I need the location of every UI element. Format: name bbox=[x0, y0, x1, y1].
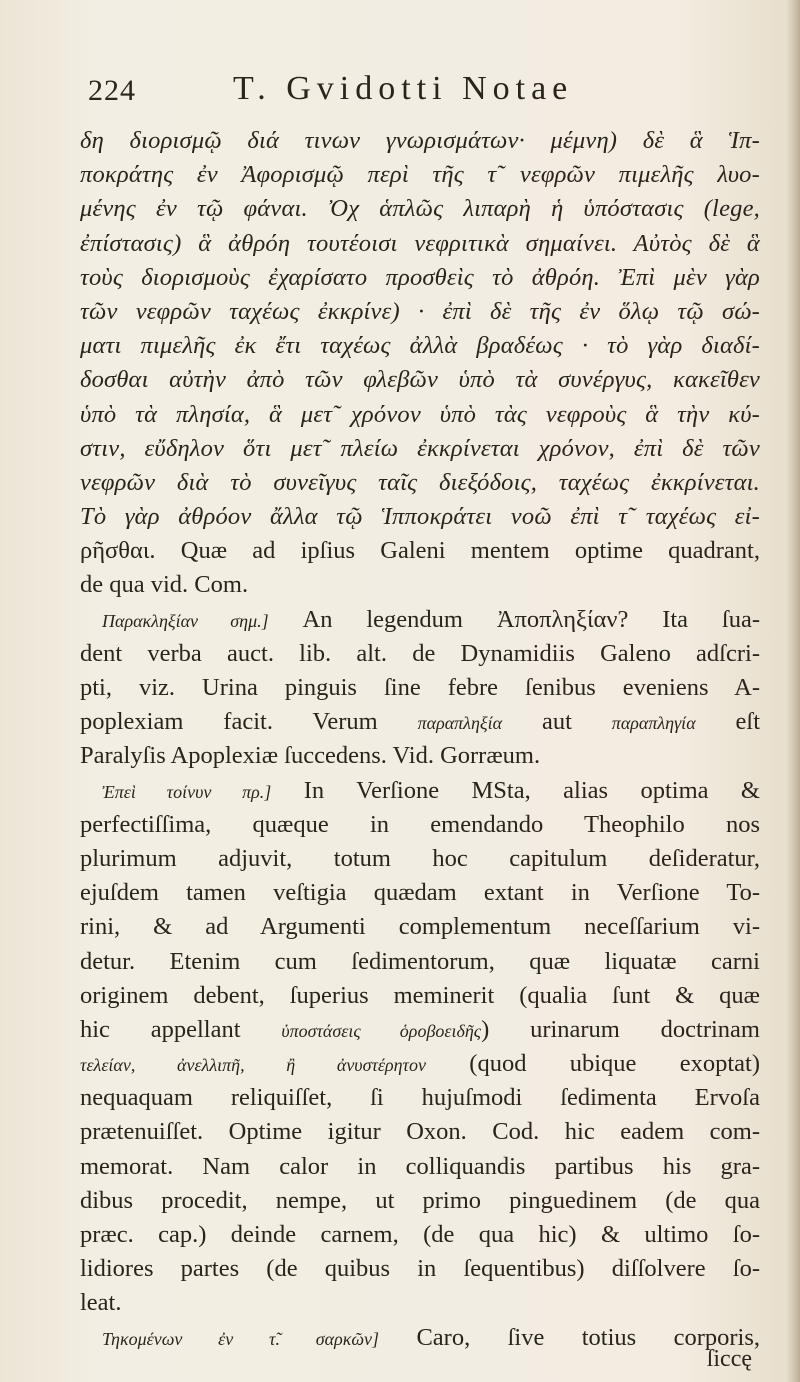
note-line: Paralyſis Apoplexiæ ſuccedens. Vid. Gorræum. bbox=[80, 742, 541, 770]
note-text: Caro, ſive totius corporis, bbox=[416, 1323, 761, 1351]
note-line bbox=[80, 705, 760, 739]
running-head: T. Gvidotti Notae bbox=[233, 70, 574, 107]
note-line: detur. Etenim cum ſedimentorum, quæ liquatæ carni bbox=[80, 947, 760, 975]
greek-term: παραπληγία bbox=[611, 713, 696, 734]
text-line: δη διορισμῷ διά τινων γνωρισμάτων· μέμνη) δὲ ἃ Ἱπ- bbox=[80, 127, 760, 154]
greek-term: τελείαν, ἀνελλιπῆ, ἢ ἀνυστέρητον bbox=[80, 1055, 426, 1076]
note-line: dibus procedit, nempe, ut primo pinguedinem (de qua bbox=[80, 1186, 760, 1214]
catchword: ſiccę bbox=[706, 1346, 752, 1372]
text-line: τῶν νεφρῶν ταχέως ἐκκρίνε) · ἐπὶ δὲ τῆς ἐν ὅλῳ τῷ σώ- bbox=[80, 297, 760, 325]
note-text: aut bbox=[541, 708, 572, 736]
text-line: τοὺς διορισμοὺς ἐχαρίσατο προσθεὶς τὸ ἀθρόη. Ἐπὶ μὲν γὰρ bbox=[80, 263, 760, 291]
note-line bbox=[80, 774, 760, 808]
note-line bbox=[80, 603, 760, 637]
note-line: ejuſdem tamen veſtigia quædam extant in Verſione To- bbox=[80, 879, 760, 907]
text-line: μένης ἐν τῷ φάναι. Ὀχ ἁπλῶς λιπαρὴ ἡ ὑπόστασις (lege, bbox=[80, 195, 760, 223]
greek-term: παραπληξία bbox=[417, 713, 503, 734]
note-lemma: Τηκομένων ἐν τ̃. σαρκῶν] bbox=[102, 1328, 380, 1349]
note-line: prætenuiſſet. Optime igitur Oxon. Cod. hic eadem com- bbox=[80, 1118, 760, 1146]
text-line: Τὸ γὰρ ἀθρόον ἄλλα τῷ Ἱπποκράτει νοῶ ἐπὶ τ̃ ταχέως εἰ- bbox=[80, 503, 760, 531]
note-line: dent verba auct. lib. alt. de Dynamidiis Galeno adſcri- bbox=[80, 639, 760, 667]
text-line: ρῆσθαι. Quæ ad ipſius Galeni mentem optime quadrant, bbox=[80, 537, 760, 565]
page-edge bbox=[786, 0, 800, 1382]
note-line bbox=[80, 1047, 760, 1081]
note-text: An legendum Ἀποπληξίαν? Ita ſua- bbox=[302, 605, 761, 633]
note-text: hic appellant bbox=[80, 1015, 241, 1043]
note-line: perfectiſſima, quæque in emendando Theophilo nos bbox=[80, 810, 760, 838]
note-text: urinarum doctrinam bbox=[530, 1015, 760, 1043]
note-line: pti, viz. Urina pinguis ſine febre ſenibus eveniens A- bbox=[80, 674, 760, 701]
note-text: poplexiam facit. Verum bbox=[80, 708, 378, 736]
page-header bbox=[88, 70, 708, 110]
note-line: originem debent, ſuperius meminerit (qualia ſunt & quæ bbox=[80, 981, 760, 1009]
note-line: leat. bbox=[80, 1289, 122, 1317]
text-line: νεφρῶν διὰ τὸ συνεῖγυς ταῖς διεξόδοις, ταχέως ἐκκρίνεται. bbox=[80, 468, 760, 496]
text-line: στιν, εὔδηλον ὅτι μετ̃ πλείω ἐκκρίνεται χρόνον, ἐπὶ δὲ τῶν bbox=[80, 434, 760, 462]
note-lemma: Παρακληξίαν σημ.] bbox=[102, 610, 269, 631]
note-line: nequaquam reliquiſſet, ſi hujuſmodi ſedimenta Ervoſa bbox=[80, 1084, 760, 1112]
text-line: ἐπίστασις) ἃ ἀθρόη τουτέοισι νεφριτικὰ σημαίνει. Αὐτὸς δὲ ἃ bbox=[80, 229, 760, 257]
text-line: ὑπὸ τὰ πλησία, ἃ μετ̃ χρόνον ὑπὸ τὰς νεφροὺς ἃ τὴν κύ- bbox=[80, 400, 760, 428]
text-line: ματι πιμελῆς ἐκ ἔτι ταχέως ἀλλὰ βραδέως · τὸ γὰρ διαδί- bbox=[80, 332, 760, 360]
page-number: 224 bbox=[88, 74, 136, 107]
note-line: rini, & ad Argumenti complementum neceſſarium vi- bbox=[80, 913, 760, 941]
note-lemma: Ἐπεὶ τοίνυν πρ.] bbox=[102, 781, 272, 802]
note-line: lidiores partes (de quibus in ſequentibus) diſſolvere ſo- bbox=[80, 1255, 760, 1283]
note-text: In Verſione MSta, alias optima & bbox=[303, 776, 760, 804]
text-line: δοσθαι αὐτὴν ἀπὸ τῶν φλεβῶν ὑπὸ τὰ συνέργυς, κακεῖθεν bbox=[80, 366, 760, 394]
note-text: eſt bbox=[735, 708, 761, 736]
note-line: præc. cap.) deinde carnem, (de qua hic) & ultimo ſo- bbox=[80, 1221, 760, 1248]
note-line: memorat. Nam calor in colliquandis partibus his gra- bbox=[80, 1152, 760, 1180]
note-line: hic appellant ὑποστάσεις ὁροβοειδῆς) urinarum doctrinam bbox=[80, 1015, 760, 1043]
text-line: ποκράτης ἐν Ἀφορισμῷ περὶ τῆς τ̃ νεφρῶν πιμελῆς λυο- bbox=[80, 161, 760, 189]
body-text bbox=[80, 124, 760, 1355]
text-line: de qua vid. Com. bbox=[80, 571, 249, 599]
note-line bbox=[80, 1321, 760, 1355]
note-text: (quod ubique exoptat) bbox=[469, 1050, 760, 1078]
greek-term: ὑποστάσεις ὁροβοειδῆς bbox=[281, 1020, 482, 1041]
note-line: plurimum adjuvit, totum hoc capitulum deſideratur, bbox=[80, 844, 760, 872]
